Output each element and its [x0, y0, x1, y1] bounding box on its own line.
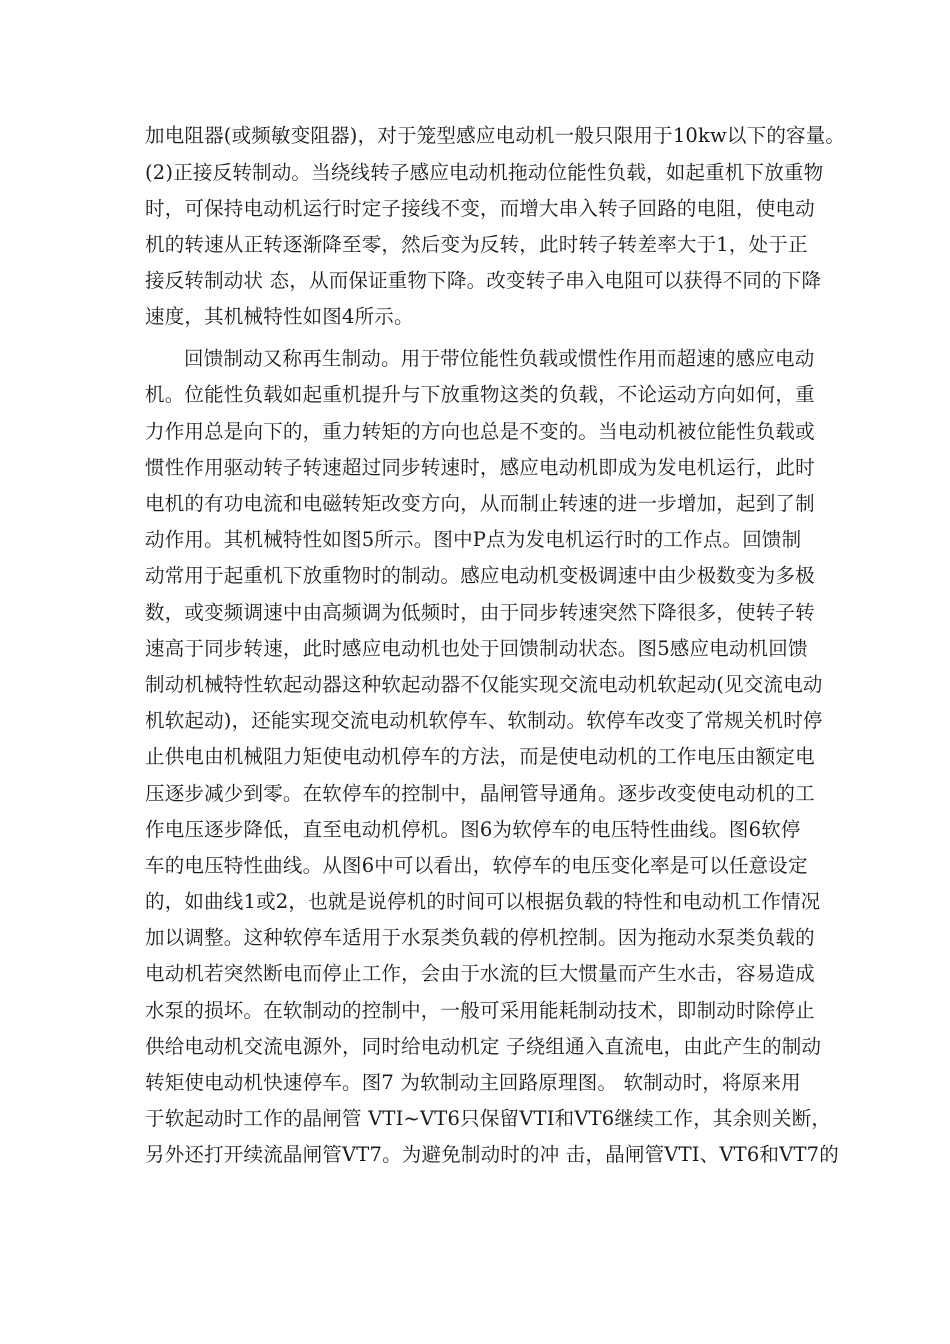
text-line: 机软起动)，还能实现交流电动机软停车、软制动。软停车改变了常规关机时停	[145, 709, 823, 732]
text-line: 制动机械特性软起动器这种软起动器不仅能实现交流电动机软起动(见交流电动	[145, 673, 823, 696]
text-line: 水泵的损坏。在软制动的控制中，一般可采用能耗制动技术，即制动时除停止	[145, 999, 815, 1022]
text-line: 供给电动机交流电源外，同时给电动机定 子绕组通入直流电，由此产生的制动	[145, 1035, 822, 1058]
text-line: 力作用总是向下的，重力转矩的方向也总是不变的。当电动机被位能性负载或	[145, 420, 815, 443]
text-line: 于软起动时工作的晶闸管 VTI~VT6只保留VTI和VT6继续工作，其余则关断，	[145, 1107, 832, 1130]
text-line: 压逐步减少到零。在软停车的控制中，晶闸管导通角。逐步改变使电动机的工	[145, 782, 815, 805]
text-line: 时，可保持电动机运行时定子接线不变，而增大串入转子回路的电阻，使电动	[145, 197, 815, 220]
text-line: 另外还打开续流晶闸管VT7。为避免制动时的冲 击，晶闸管VTI、VT6和VT7的	[145, 1143, 839, 1166]
paragraph-first-line: 回馈制动又称再生制动。用于带位能性负载或惯性作用而超速的感应电动	[184, 347, 815, 370]
text-line: 加电阻器(或频敏变阻器)，对于笼型感应电动机一般只限用于10kw以下的容量。	[145, 124, 846, 147]
text-line: 惯性作用驱动转子转速超过同步转速时，感应电动机即成为发电机运行，此时	[145, 456, 815, 479]
text-line: 车的电压特性曲线。从图6中可以看出，软停车的电压变化率是可以任意设定	[145, 854, 808, 877]
text-line: 速高于同步转速，此时感应电动机也处于回馈制动状态。图5感应电动机回馈	[145, 637, 808, 660]
text-line: 动作用。其机械特性如图5所示。图中P点为发电机运行时的工作点。回馈制	[145, 528, 802, 551]
text-line: 机的转速从正转逐渐降至零，然后变为反转，此时转子转差率大于1，处于正	[145, 233, 808, 256]
text-line: 作电压逐步降低，直至电动机停机。图6为软停车的电压特性曲线。图6软停	[145, 818, 801, 841]
text-line: 加以调整。这种软停车适用于水泵类负载的停机控制。因为拖动水泵类负载的	[145, 926, 815, 949]
text-line: 动常用于起重机下放重物时的制动。感应电动机变极调速中由少极数变为多极	[145, 564, 815, 587]
text-line: (2)正接反转制动。当绕线转子感应电动机拖动位能性负载，如起重机下放重物	[145, 161, 824, 184]
text-line: 接反转制动状 态，从而保证重物下降。改变转子串入电阻可以获得不同的下降	[145, 269, 822, 292]
text-line: 速度，其机械特性如图4所示。	[145, 305, 414, 328]
text-line: 机。位能性负载如起重机提升与下放重物这类的负载，不论运动方向如何，重	[145, 383, 815, 406]
text-line: 止供电由机械阻力矩使电动机停车的方法，而是使电动机的工作电压由额定电	[145, 745, 815, 768]
text-line: 转矩使电动机快速停车。图7 为软制动主回路原理图。 软制动时，将原来用	[145, 1071, 801, 1094]
text-line: 电动机若突然断电而停止工作，会由于水流的巨大惯量而产生水击，容易造成	[145, 962, 815, 985]
text-line: 的，如曲线1或2，也就是说停机的时间可以根据负载的特性和电动机工作情况	[145, 890, 821, 913]
text-line: 电机的有功电流和电磁转矩改变方向，从而制止转速的进一步增加，起到了制	[145, 492, 815, 515]
text-line: 数，或变频调速中由高频调为低频时，由于同步转速突然下降很多，使转子转	[145, 601, 815, 624]
